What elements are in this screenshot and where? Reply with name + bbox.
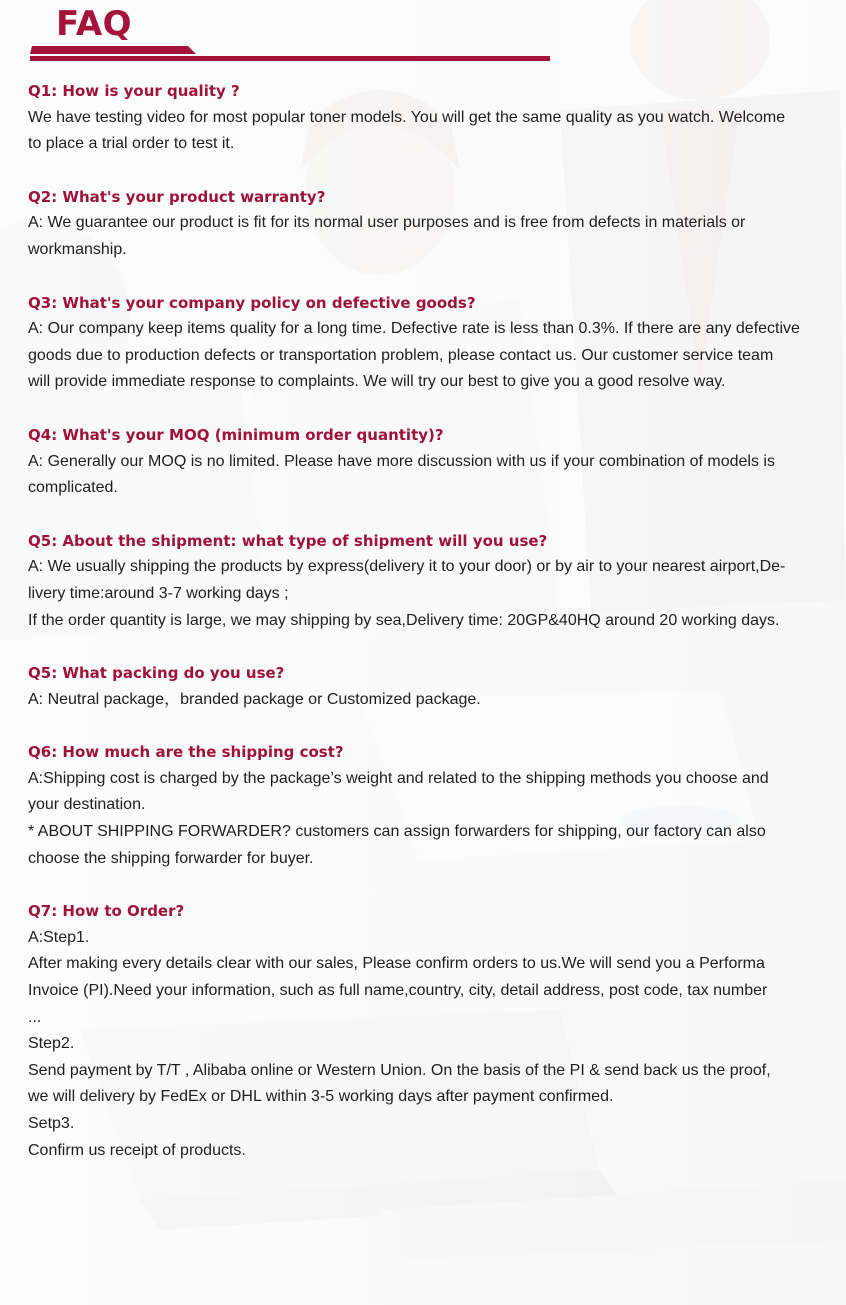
faq-item-moq <box>28 422 814 502</box>
faq-answer-line: your destination. <box>28 796 146 814</box>
faq-answer-line: to place a trial order to test it. <box>28 135 235 153</box>
faq-item-how-to-order <box>28 898 814 1164</box>
faq-answer-line: Setp3. <box>28 1115 75 1132</box>
faq-answer-line: livery time:around 3-7 working days ; <box>28 584 289 602</box>
faq-item-shipment <box>28 528 814 634</box>
faq-answer-line: Confirm us receipt of products. <box>28 1141 246 1159</box>
faq-answer-line: After making every details clear with our sales, Please confirm orders to us.We will send you a Performa <box>28 955 765 973</box>
faq-question: Q5: About the shipment: what type of shipment will you use? <box>28 531 548 550</box>
faq-list <box>28 78 814 1190</box>
faq-answer-line: A: Neutral package，branded package or Customized package. <box>28 690 481 708</box>
faq-question: Q2: What's your product warranty? <box>28 187 326 206</box>
faq-answer-line: A:Step1. <box>28 928 90 946</box>
faq-answer-line: A: Generally our MOQ is no limited. Please have more discussion with us if your combination of models is <box>28 452 775 470</box>
faq-answer-line: If the order quantity is large, we may shipping by sea,Delivery time: 20GP&40HQ around 20 working days. <box>28 611 780 629</box>
faq-answer-line: complicated. <box>28 479 118 497</box>
faq-answer-line: A: We guarantee our product is fit for its normal user purposes and is free from defects in materials or <box>28 214 746 232</box>
faq-item-packing <box>28 660 814 713</box>
faq-answer-line: workmanship. <box>28 240 127 258</box>
faq-question: Q7: How to Order? <box>28 902 185 921</box>
faq-answer-line: ... <box>28 1008 42 1026</box>
faq-question: Q4: What's your MOQ (minimum order quantity)? <box>28 425 444 444</box>
faq-question: Q6: How much are the shipping cost? <box>28 743 344 762</box>
faq-answer-line: Invoice (PI).Need your information, such as full name,country, city, detail address, post code, tax number <box>28 982 768 1000</box>
faq-answer-line: A: We usually shipping the products by express(delivery it to your door) or by air to your nearest airport,De- <box>28 558 786 576</box>
faq-item-defective-goods <box>28 290 814 396</box>
faq-answer-line: We have testing video for most popular toner models. You will get the same quality as you watch. Welcome <box>28 108 786 126</box>
faq-answer-line: goods due to production defects or transportation problem, please contact us. Our customer service team <box>28 346 774 364</box>
faq-answer-line: Send payment by T/T , Alibaba online or Western Union. On the basis of the PI & send back us the proof, <box>28 1061 771 1079</box>
faq-question: Q3: What's your company policy on defective goods? <box>28 293 476 312</box>
faq-answer-line: A:Shipping cost is charged by the package’s weight and related to the shipping methods you choose and <box>28 769 769 787</box>
faq-question: Q5: What packing do you use? <box>28 664 285 683</box>
faq-answer-line: choose the shipping forwarder for buyer. <box>28 849 314 867</box>
faq-item-warranty <box>28 184 814 264</box>
page-title: FAQ <box>56 4 133 44</box>
faq-answer-line: we will delivery by FedEx or DHL within 3-5 working days after payment confirmed. <box>28 1088 614 1106</box>
faq-answer-line: Step2. <box>28 1035 75 1053</box>
faq-question: Q1: How is your quality ? <box>28 82 240 100</box>
faq-answer-line: A: Our company keep items quality for a long time. Defective rate is less than 0.3%. If there are any defective <box>28 320 800 338</box>
faq-answer-line: will provide immediate response to complaints. We will try our best to give you a good resolve way. <box>28 373 726 391</box>
faq-item-quality <box>28 78 814 158</box>
faq-answer-line: * ABOUT SHIPPING FORWARDER? customers can assign forwarders for shipping, our factory can also <box>28 823 766 841</box>
faq-item-shipping-cost <box>28 739 814 872</box>
title-underline-divider <box>30 46 552 64</box>
